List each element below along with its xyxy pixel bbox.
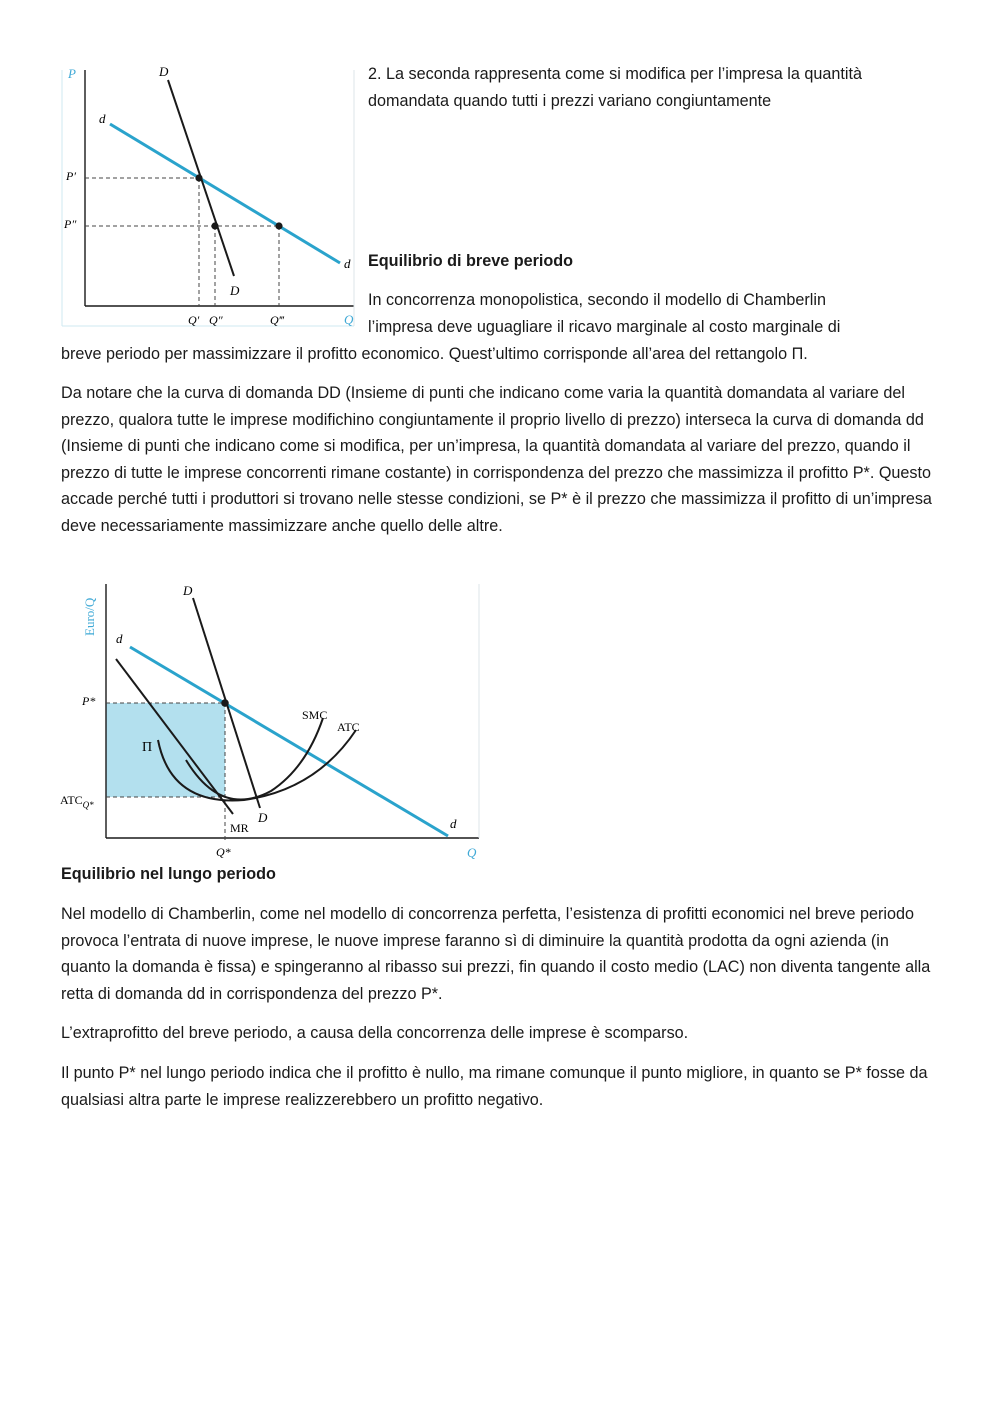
figure1-point-D	[211, 222, 218, 229]
figure2-label-d-top: d	[116, 631, 123, 646]
figure2-point-equilibrium	[221, 699, 229, 707]
short-period-line-3: breve periodo per massimizzare il profitto economico. Quest’ultimo corrisponde all’area del rettangolo Π.	[61, 345, 808, 363]
figure1-guides	[85, 178, 279, 306]
figure2-profit-area	[106, 703, 225, 797]
figure2-label-mr: MR	[230, 821, 249, 835]
figure-demand-curves	[58, 58, 358, 333]
figure1-label-D-bottom: D	[230, 283, 240, 298]
figure2-label-pstar: P*	[82, 694, 96, 708]
figure1-label-D-top: D	[159, 64, 169, 79]
paragraph-demand-curves: Da notare che la curva di domanda DD (Insieme di punti che indicano come varia la quantità domandata al variare del prezzo, qualora tutte le imprese modifichino congiuntamente il proprio livello di prezzo) interseca la curva di domanda dd (Insieme di punti che indicano come si modifica, per un’impresa, la quantità domandata al variare del prezzo, quando il prezzo di tutte le imprese concorrenti rimane costante) in corrispondenza del prezzo che massimizza il profitto P*. Questo accade perché tutti i produttori si trovano nelle stesse condizioni, se P* è il prezzo che massimizza il profitto di un’impresa deve necessariamente massimizzare anche quello delle altre.	[61, 384, 932, 535]
figure1-price-1: P′	[66, 169, 76, 183]
figure1-point-intersection	[195, 174, 202, 181]
figure2-label-profit: Π	[142, 740, 153, 755]
heading-long-period: Equilibrio nel lungo periodo	[61, 865, 276, 883]
figure-short-run-equilibrium	[56, 578, 484, 863]
intro-point-2: 2. La seconda rappresenta come si modifica per l’impresa la quantità domandata quando tutti i prezzi variano congiuntamente	[368, 65, 862, 110]
figure1-x-axis-label: Q	[344, 312, 354, 327]
paragraph-pstar-long-run: Il punto P* nel lungo periodo indica che il profitto è nullo, ma rimane comunque il punto migliore, in quanto se P* fosse da qualsiasi altra parte le imprese realizzerebbero un profitto negativo.	[61, 1064, 928, 1109]
paragraph-long-period-entry: Nel modello di Chamberlin, come nel modello di concorrenza perfetta, l’esistenza di profitti economici nel breve periodo provoca l’entrata di nuove imprese, le nuove imprese faranno sì di diminuire la quantità prodotta da ogni azienda (in quanto la domanda è fissa) e spingeranno al ribasso sui prezzi, fin quando il costo medio (LAC) non diventa tangente alla retta di domanda dd in corrispondenza del prezzo P*.	[61, 905, 931, 1003]
paragraph-extraprofit: L’extraprofitto del breve periodo, a causa della concorrenza delle imprese è scomparso.	[61, 1024, 689, 1042]
figure1-q-3: Q‴	[270, 313, 284, 327]
figure1-label-d-top: d	[99, 111, 106, 126]
figure1-point-d	[275, 222, 282, 229]
figure2-y-axis-label: Euro/Q	[82, 597, 97, 636]
figure2-label-atc: ATC	[337, 720, 360, 734]
figure2-label-smc: SMC	[302, 708, 328, 722]
heading-short-period: Equilibrio di breve periodo	[368, 252, 574, 270]
figure2-x-axis-label: Q	[467, 845, 477, 860]
short-period-line-1: In concorrenza monopolistica, secondo il modello di Chamberlin	[368, 291, 826, 309]
figure1-label-d-right: d	[344, 256, 351, 271]
figure2-label-D-top: D	[183, 583, 193, 598]
figure2-label-atc-qstar: $ATC_{Q*}$	[60, 793, 94, 810]
figure2-label-d-right: d	[450, 816, 457, 831]
short-period-line-2: l’impresa deve uguagliare il ricavo marginale al costo marginale di	[368, 318, 841, 336]
figure1-demand-dd-line	[110, 124, 340, 263]
figure2-label-qstar: Q*	[216, 845, 231, 859]
figure2-label-D-bottom: D	[258, 810, 268, 825]
figure1-price-2: P″	[64, 217, 77, 231]
figure1-q-1: Q′	[188, 313, 200, 327]
figure1-y-axis-label: P	[68, 66, 76, 81]
figure1-q-2: Q″	[209, 313, 223, 327]
